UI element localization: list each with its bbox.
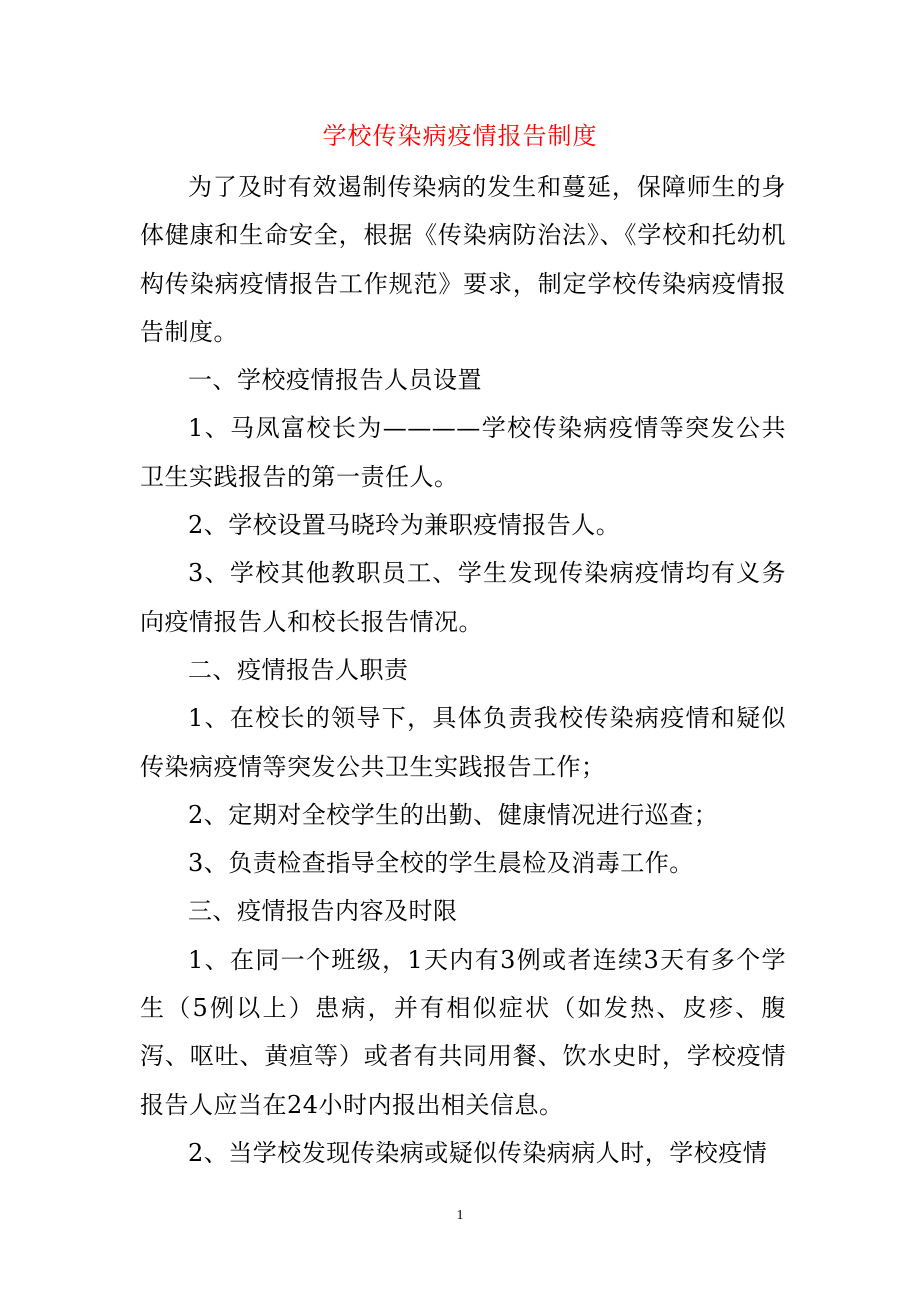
section-heading-2: 二、疫情报告人职责	[188, 655, 409, 684]
paragraph-intro: 为了及时有效遏制传染病的发生和蔓延，保障师生的身体健康和生命安全，根据《传染病防治法》、《学校和托幼机构传染病疫情报告工作规范》要求，制定学校传染病疫情报告制度。	[140, 173, 786, 346]
section-heading-1: 一、学校疫情报告人员设置	[188, 366, 482, 395]
paragraph-1-3: 3、学校其他教职员工、学生发现传染病疫情均有义务向疫情报告人和校长报告情况。	[140, 559, 786, 636]
page-number: 1	[456, 1208, 464, 1223]
paragraph-3-2: 2、当学校发现传染病或疑似传染病病人时，学校疫情	[188, 1138, 768, 1167]
section-heading-3: 三、疫情报告内容及时限	[188, 897, 458, 926]
paragraph-2-1: 1、在校长的领导下，具体负责我校传染病疫情和疑似传染病疫情等突发公共卫生实践报告工作；	[140, 704, 786, 781]
paragraph-2-2: 2、定期对全校学生的出勤、健康情况进行巡查；	[188, 800, 719, 829]
document-body	[140, 163, 786, 1177]
paragraph-3-1: 1、在同一个班级，1天内有3例或者连续3天有多个学生（5例以上）患病，并有相似症状（如发热、皮疹、腹泻、呕吐、黄疸等）或者有共同用餐、饮水史时，学校疫情报告人应当在24小时内报出相关信息。	[140, 945, 786, 1119]
paragraph-2-3: 3、负责检查指导全校的学生晨检及消毒工作。	[188, 849, 694, 878]
document-title: 学校传染病疫情报告制度	[322, 122, 598, 150]
paragraph-1-2: 2、学校设置马晓玲为兼职疫情报告人。	[188, 511, 621, 540]
paragraph-1-1: 1、马凤富校长为————学校传染病疫情等突发公共卫生实践报告的第一责任人。	[140, 414, 786, 491]
